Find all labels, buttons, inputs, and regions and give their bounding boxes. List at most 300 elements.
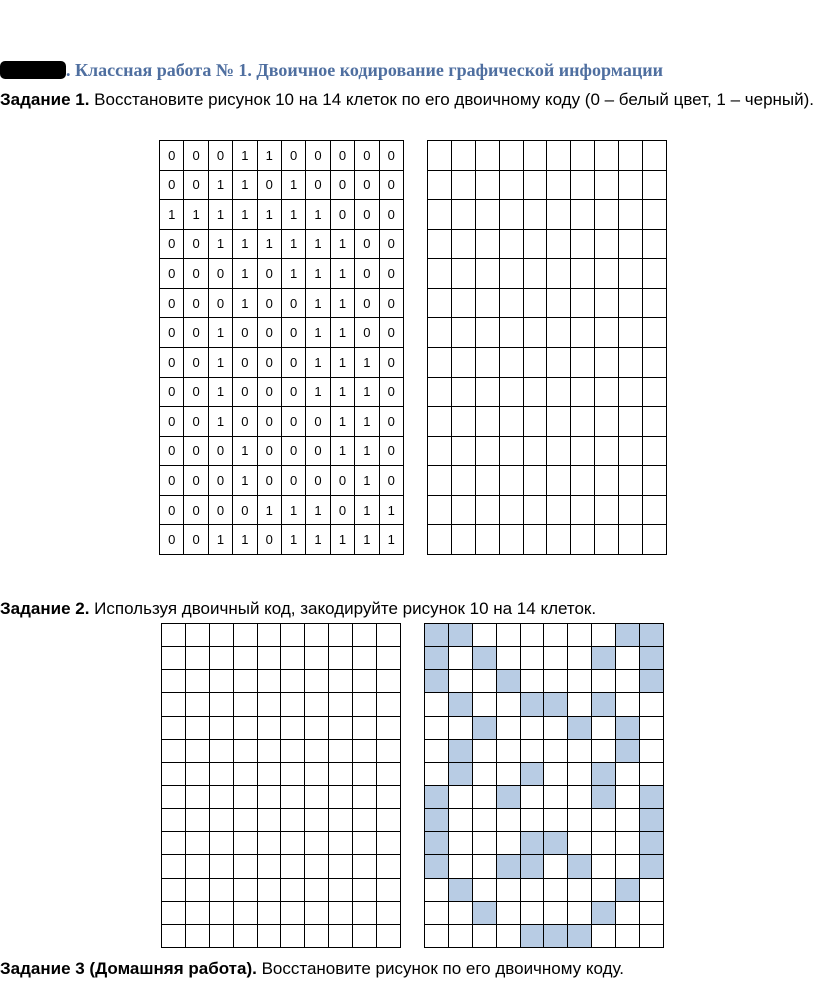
- grid-cell[interactable]: [329, 762, 353, 785]
- grid-cell[interactable]: [377, 624, 401, 647]
- grid-cell[interactable]: [353, 878, 377, 901]
- grid-cell[interactable]: [571, 141, 595, 171]
- grid-cell[interactable]: [643, 407, 667, 437]
- grid-cell[interactable]: [329, 670, 353, 693]
- grid-cell[interactable]: [185, 716, 209, 739]
- grid-cell[interactable]: [571, 495, 595, 525]
- grid-cell[interactable]: [233, 624, 257, 647]
- grid-cell[interactable]: [619, 229, 643, 259]
- grid-cell[interactable]: [281, 716, 305, 739]
- grid-cell[interactable]: [329, 716, 353, 739]
- grid-cell[interactable]: [233, 809, 257, 832]
- grid-cell[interactable]: [162, 693, 186, 716]
- grid-cell[interactable]: [523, 377, 547, 407]
- grid-cell[interactable]: [571, 229, 595, 259]
- grid-cell[interactable]: [475, 141, 499, 171]
- grid-cell[interactable]: [428, 229, 452, 259]
- grid-cell[interactable]: [523, 200, 547, 230]
- grid-cell[interactable]: [377, 762, 401, 785]
- grid-cell[interactable]: [353, 832, 377, 855]
- grid-cell[interactable]: [547, 141, 571, 171]
- grid-cell[interactable]: [185, 647, 209, 670]
- grid-cell: [544, 670, 568, 693]
- grid-cell[interactable]: [209, 878, 233, 901]
- grid-cell[interactable]: [523, 407, 547, 437]
- grid-cell[interactable]: [209, 693, 233, 716]
- grid-cell[interactable]: [643, 141, 667, 171]
- grid-cell[interactable]: [451, 466, 475, 496]
- grid-cell[interactable]: [595, 229, 619, 259]
- grid-cell[interactable]: [428, 259, 452, 289]
- grid-cell[interactable]: [257, 924, 281, 947]
- grid-cell[interactable]: [162, 832, 186, 855]
- grid-cell[interactable]: [185, 924, 209, 947]
- grid-cell[interactable]: [619, 377, 643, 407]
- grid-cell[interactable]: [377, 693, 401, 716]
- grid-cell[interactable]: [305, 739, 329, 762]
- grid-cell[interactable]: [451, 495, 475, 525]
- grid-cell[interactable]: [257, 693, 281, 716]
- grid-cell[interactable]: [571, 200, 595, 230]
- grid-cell[interactable]: [185, 624, 209, 647]
- grid-cell[interactable]: [595, 259, 619, 289]
- grid-cell[interactable]: [377, 901, 401, 924]
- grid-cell[interactable]: [523, 141, 547, 171]
- grid-cell: [520, 647, 544, 670]
- grid-cell[interactable]: [209, 716, 233, 739]
- grid-cell[interactable]: [281, 901, 305, 924]
- grid-cell[interactable]: [185, 855, 209, 878]
- grid-cell[interactable]: [571, 170, 595, 200]
- grid-cell[interactable]: [499, 229, 523, 259]
- grid-cell[interactable]: [643, 170, 667, 200]
- grid-cell[interactable]: [281, 670, 305, 693]
- grid-cell[interactable]: [619, 495, 643, 525]
- grid-cell[interactable]: [185, 809, 209, 832]
- grid-cell[interactable]: [329, 624, 353, 647]
- grid-cell[interactable]: [257, 739, 281, 762]
- grid-cell[interactable]: [305, 762, 329, 785]
- grid-cell[interactable]: [329, 647, 353, 670]
- grid-cell[interactable]: [571, 407, 595, 437]
- grid-cell[interactable]: [571, 466, 595, 496]
- grid-cell[interactable]: [547, 259, 571, 289]
- grid-cell[interactable]: [209, 809, 233, 832]
- grid-cell[interactable]: [619, 347, 643, 377]
- grid-cell[interactable]: [257, 809, 281, 832]
- grid-cell[interactable]: [475, 347, 499, 377]
- grid-cell[interactable]: [547, 347, 571, 377]
- grid-cell[interactable]: [209, 762, 233, 785]
- grid-cell[interactable]: [162, 739, 186, 762]
- grid-cell[interactable]: [257, 901, 281, 924]
- blank-drawing-grid[interactable]: [427, 140, 667, 555]
- grid-cell[interactable]: [185, 832, 209, 855]
- grid-cell[interactable]: [233, 670, 257, 693]
- grid-cell[interactable]: [475, 229, 499, 259]
- grid-cell[interactable]: [619, 525, 643, 555]
- grid-cell[interactable]: [595, 525, 619, 555]
- grid-cell[interactable]: [499, 466, 523, 496]
- grid-cell[interactable]: [233, 901, 257, 924]
- grid-cell[interactable]: [281, 832, 305, 855]
- grid-cell[interactable]: [305, 878, 329, 901]
- grid-cell[interactable]: [329, 878, 353, 901]
- grid-cell[interactable]: [499, 525, 523, 555]
- grid-cell[interactable]: [523, 318, 547, 348]
- grid-cell[interactable]: [162, 785, 186, 808]
- grid-cell[interactable]: [185, 762, 209, 785]
- grid-cell[interactable]: [257, 624, 281, 647]
- grid-cell[interactable]: [257, 716, 281, 739]
- grid-cell[interactable]: [209, 855, 233, 878]
- grid-cell[interactable]: [281, 624, 305, 647]
- grid-cell[interactable]: [643, 466, 667, 496]
- grid-cell[interactable]: [499, 347, 523, 377]
- grid-cell[interactable]: [353, 901, 377, 924]
- grid-cell[interactable]: [571, 318, 595, 348]
- grid-cell[interactable]: [185, 785, 209, 808]
- grid-cell[interactable]: [547, 170, 571, 200]
- grid-cell[interactable]: [162, 901, 186, 924]
- grid-cell[interactable]: [162, 809, 186, 832]
- grid-cell[interactable]: [643, 259, 667, 289]
- grid-cell[interactable]: [377, 855, 401, 878]
- grid-cell[interactable]: [257, 647, 281, 670]
- grid-cell: [425, 785, 449, 808]
- grid-cell[interactable]: [499, 141, 523, 171]
- grid-cell[interactable]: [209, 624, 233, 647]
- grid-cell[interactable]: [547, 466, 571, 496]
- grid-cell[interactable]: [571, 259, 595, 289]
- grid-cell[interactable]: [329, 901, 353, 924]
- grid-cell[interactable]: [329, 739, 353, 762]
- grid-cell[interactable]: [547, 525, 571, 555]
- grid-cell[interactable]: [619, 288, 643, 318]
- grid-cell[interactable]: [377, 716, 401, 739]
- grid-cell: 1: [306, 259, 330, 289]
- grid-cell[interactable]: [257, 878, 281, 901]
- grid-cell[interactable]: [547, 495, 571, 525]
- grid-cell[interactable]: [281, 924, 305, 947]
- grid-cell[interactable]: [475, 318, 499, 348]
- grid-cell[interactable]: [499, 495, 523, 525]
- grid-cell[interactable]: [619, 200, 643, 230]
- grid-cell[interactable]: [281, 739, 305, 762]
- grid-cell: 0: [379, 466, 403, 496]
- grid-cell[interactable]: [185, 670, 209, 693]
- grid-cell[interactable]: [377, 924, 401, 947]
- grid-cell[interactable]: [428, 318, 452, 348]
- binary-code-grid: [159, 140, 404, 555]
- grid-cell[interactable]: [162, 647, 186, 670]
- grid-cell[interactable]: [547, 377, 571, 407]
- grid-cell[interactable]: [643, 495, 667, 525]
- grid-cell[interactable]: [257, 762, 281, 785]
- grid-cell[interactable]: [209, 901, 233, 924]
- grid-cell[interactable]: [451, 259, 475, 289]
- grid-cell[interactable]: [451, 347, 475, 377]
- grid-cell: [640, 901, 664, 924]
- grid-cell[interactable]: [353, 924, 377, 947]
- grid-cell[interactable]: [571, 347, 595, 377]
- grid-cell[interactable]: [451, 288, 475, 318]
- grid-cell[interactable]: [595, 200, 619, 230]
- grid-cell[interactable]: [595, 170, 619, 200]
- grid-cell[interactable]: [595, 318, 619, 348]
- grid-cell[interactable]: [233, 647, 257, 670]
- grid-cell[interactable]: [377, 739, 401, 762]
- grid-cell[interactable]: [305, 924, 329, 947]
- grid-cell[interactable]: [162, 762, 186, 785]
- grid-cell[interactable]: [329, 693, 353, 716]
- grid-cell[interactable]: [162, 924, 186, 947]
- grid-cell[interactable]: [571, 377, 595, 407]
- grid-cell[interactable]: [643, 436, 667, 466]
- grid-cell[interactable]: [281, 647, 305, 670]
- grid-cell[interactable]: [475, 436, 499, 466]
- grid-cell[interactable]: [377, 832, 401, 855]
- grid-cell[interactable]: [305, 855, 329, 878]
- grid-row: [428, 200, 667, 230]
- grid-cell[interactable]: [475, 200, 499, 230]
- grid-cell[interactable]: [329, 832, 353, 855]
- grid-cell[interactable]: [428, 407, 452, 437]
- grid-cell[interactable]: [233, 878, 257, 901]
- grid-cell[interactable]: [353, 716, 377, 739]
- grid-cell[interactable]: [571, 436, 595, 466]
- grid-cell[interactable]: [451, 200, 475, 230]
- grid-cell[interactable]: [329, 924, 353, 947]
- grid-cell[interactable]: [547, 288, 571, 318]
- grid-cell[interactable]: [619, 436, 643, 466]
- grid-cell[interactable]: [257, 855, 281, 878]
- grid-cell[interactable]: [233, 924, 257, 947]
- grid-cell[interactable]: [475, 495, 499, 525]
- grid-cell[interactable]: [499, 377, 523, 407]
- grid-cell[interactable]: [643, 377, 667, 407]
- grid-cell[interactable]: [281, 693, 305, 716]
- grid-cell[interactable]: [329, 785, 353, 808]
- grid-cell[interactable]: [523, 495, 547, 525]
- grid-cell[interactable]: [428, 170, 452, 200]
- grid-cell[interactable]: [305, 785, 329, 808]
- grid-cell[interactable]: [185, 739, 209, 762]
- grid-cell[interactable]: [162, 670, 186, 693]
- grid-cell[interactable]: [353, 762, 377, 785]
- grid-cell[interactable]: [353, 624, 377, 647]
- grid-cell[interactable]: [233, 716, 257, 739]
- grid-cell[interactable]: [475, 259, 499, 289]
- grid-cell[interactable]: [643, 318, 667, 348]
- grid-cell[interactable]: [523, 525, 547, 555]
- grid-cell[interactable]: [499, 170, 523, 200]
- grid-cell[interactable]: [499, 200, 523, 230]
- grid-cell[interactable]: [523, 259, 547, 289]
- grid-cell[interactable]: [643, 200, 667, 230]
- grid-cell[interactable]: [428, 377, 452, 407]
- grid-cell[interactable]: [451, 407, 475, 437]
- grid-cell[interactable]: [428, 466, 452, 496]
- grid-cell[interactable]: [209, 739, 233, 762]
- grid-cell[interactable]: [185, 901, 209, 924]
- grid-cell: 0: [257, 436, 281, 466]
- grid-cell[interactable]: [643, 229, 667, 259]
- grid-cell[interactable]: [209, 924, 233, 947]
- grid-cell[interactable]: [257, 670, 281, 693]
- grid-cell[interactable]: [305, 624, 329, 647]
- grid-cell[interactable]: [281, 855, 305, 878]
- grid-cell[interactable]: [451, 318, 475, 348]
- grid-cell[interactable]: [353, 693, 377, 716]
- grid-cell[interactable]: [353, 739, 377, 762]
- grid-cell[interactable]: [475, 466, 499, 496]
- grid-cell: 1: [330, 377, 354, 407]
- grid-cell: 1: [233, 259, 257, 289]
- grid-cell[interactable]: [595, 347, 619, 377]
- grid-cell[interactable]: [547, 318, 571, 348]
- grid-cell[interactable]: [233, 693, 257, 716]
- grid-cell[interactable]: [451, 229, 475, 259]
- grid-cell[interactable]: [185, 693, 209, 716]
- grid-cell[interactable]: [547, 436, 571, 466]
- grid-cell[interactable]: [595, 466, 619, 496]
- blank-code-grid[interactable]: [161, 623, 401, 948]
- grid-cell[interactable]: [162, 716, 186, 739]
- grid-cell[interactable]: [353, 855, 377, 878]
- grid-cell[interactable]: [499, 259, 523, 289]
- grid-cell[interactable]: [281, 762, 305, 785]
- grid-cell[interactable]: [305, 901, 329, 924]
- grid-cell[interactable]: [619, 259, 643, 289]
- grid-cell[interactable]: [499, 407, 523, 437]
- grid-cell[interactable]: [643, 525, 667, 555]
- grid-cell[interactable]: [428, 200, 452, 230]
- grid-cell: [544, 924, 568, 947]
- grid-cell[interactable]: [595, 288, 619, 318]
- grid-cell[interactable]: [571, 525, 595, 555]
- grid-cell[interactable]: [353, 670, 377, 693]
- grid-row: [162, 647, 401, 670]
- grid-cell[interactable]: [595, 377, 619, 407]
- grid-cell[interactable]: [428, 288, 452, 318]
- grid-row: [160, 377, 404, 407]
- grid-cell[interactable]: [162, 855, 186, 878]
- grid-cell[interactable]: [162, 878, 186, 901]
- grid-cell[interactable]: [377, 878, 401, 901]
- grid-cell[interactable]: [353, 647, 377, 670]
- grid-cell: 1: [379, 525, 403, 555]
- grid-cell[interactable]: [428, 436, 452, 466]
- grid-cell[interactable]: [185, 878, 209, 901]
- grid-cell[interactable]: [257, 832, 281, 855]
- grid-cell[interactable]: [475, 525, 499, 555]
- grid-cell[interactable]: [619, 170, 643, 200]
- grid-cell[interactable]: [523, 347, 547, 377]
- grid-cell[interactable]: [377, 785, 401, 808]
- grid-cell[interactable]: [305, 670, 329, 693]
- grid-cell[interactable]: [475, 377, 499, 407]
- grid-cell[interactable]: [209, 832, 233, 855]
- grid-cell[interactable]: [523, 170, 547, 200]
- grid-cell[interactable]: [329, 855, 353, 878]
- grid-cell[interactable]: [209, 785, 233, 808]
- grid-cell: 0: [184, 141, 208, 171]
- grid-cell[interactable]: [329, 809, 353, 832]
- grid-cell[interactable]: [305, 809, 329, 832]
- grid-cell[interactable]: [523, 229, 547, 259]
- grid-cell[interactable]: [209, 647, 233, 670]
- grid-cell[interactable]: [305, 693, 329, 716]
- grid-cell[interactable]: [643, 288, 667, 318]
- grid-cell[interactable]: [305, 716, 329, 739]
- grid-cell[interactable]: [377, 809, 401, 832]
- grid-cell[interactable]: [305, 832, 329, 855]
- grid-cell[interactable]: [595, 141, 619, 171]
- grid-cell[interactable]: [305, 647, 329, 670]
- grid-cell[interactable]: [428, 495, 452, 525]
- grid-cell[interactable]: [619, 466, 643, 496]
- grid-cell[interactable]: [233, 855, 257, 878]
- grid-cell[interactable]: [571, 288, 595, 318]
- grid-cell[interactable]: [499, 318, 523, 348]
- grid-cell[interactable]: [233, 832, 257, 855]
- grid-cell[interactable]: [353, 809, 377, 832]
- grid-cell[interactable]: [475, 170, 499, 200]
- grid-cell[interactable]: [281, 878, 305, 901]
- grid-cell[interactable]: [377, 670, 401, 693]
- grid-cell[interactable]: [499, 436, 523, 466]
- grid-cell[interactable]: [523, 288, 547, 318]
- grid-cell[interactable]: [428, 347, 452, 377]
- grid-cell[interactable]: [451, 436, 475, 466]
- grid-row: [428, 288, 667, 318]
- grid-cell[interactable]: [209, 670, 233, 693]
- grid-cell[interactable]: [233, 785, 257, 808]
- grid-cell[interactable]: [499, 288, 523, 318]
- grid-cell[interactable]: [523, 466, 547, 496]
- grid-cell[interactable]: [233, 739, 257, 762]
- grid-cell[interactable]: [475, 407, 499, 437]
- grid-cell[interactable]: [451, 141, 475, 171]
- grid-cell[interactable]: [451, 525, 475, 555]
- grid-cell[interactable]: [428, 525, 452, 555]
- grid-cell[interactable]: [451, 377, 475, 407]
- grid-cell[interactable]: [619, 407, 643, 437]
- grid-cell[interactable]: [233, 762, 257, 785]
- grid-cell[interactable]: [257, 785, 281, 808]
- picture-grid: [424, 623, 664, 948]
- grid-cell[interactable]: [619, 318, 643, 348]
- grid-cell[interactable]: [547, 229, 571, 259]
- grid-cell[interactable]: [428, 141, 452, 171]
- grid-cell[interactable]: [595, 436, 619, 466]
- grid-cell[interactable]: [162, 624, 186, 647]
- grid-cell[interactable]: [547, 200, 571, 230]
- grid-cell[interactable]: [547, 407, 571, 437]
- grid-cell[interactable]: [595, 407, 619, 437]
- grid-cell[interactable]: [619, 141, 643, 171]
- grid-cell[interactable]: [595, 495, 619, 525]
- grid-cell[interactable]: [281, 785, 305, 808]
- grid-cell[interactable]: [377, 647, 401, 670]
- grid-cell[interactable]: [475, 288, 499, 318]
- grid-cell[interactable]: [353, 785, 377, 808]
- grid-cell[interactable]: [281, 809, 305, 832]
- grid-cell[interactable]: [643, 347, 667, 377]
- grid-cell[interactable]: [451, 170, 475, 200]
- grid-cell[interactable]: [523, 436, 547, 466]
